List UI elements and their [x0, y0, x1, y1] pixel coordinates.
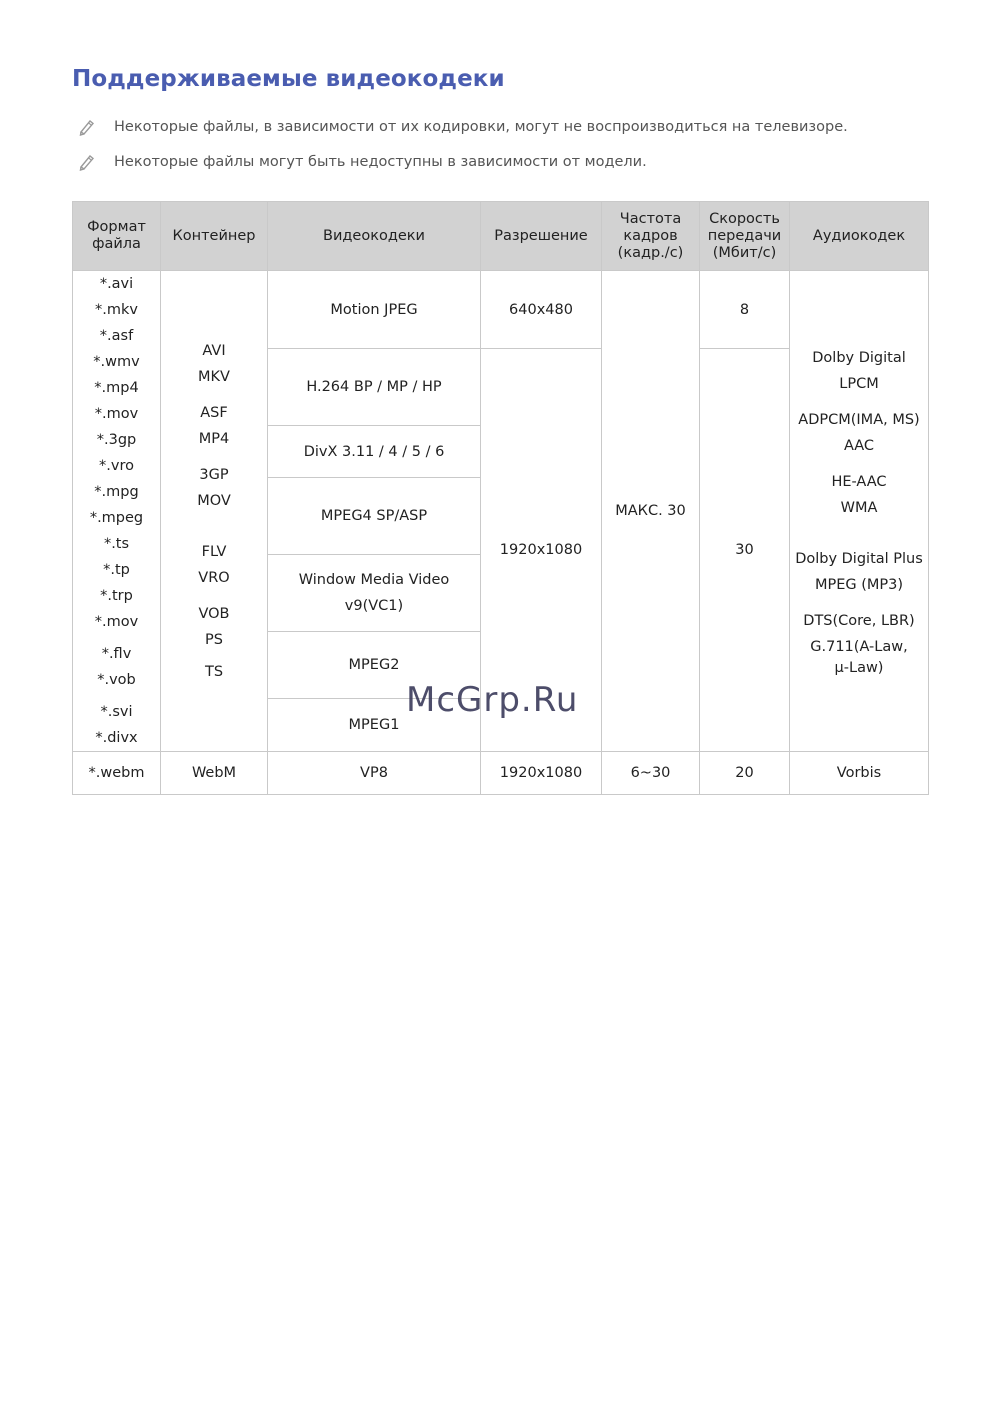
note-2: [78, 150, 647, 174]
webm-bitrate: 20: [700, 752, 790, 795]
formats-cell: *.avi *.mkv *.asf *.wmv *.mp4 *.mov *.3gp *.vro *.mpg *.mpeg *.ts *.tp *.trp *.mov *.flv *.vob *.svi *.divx: [73, 271, 161, 752]
webm-videocodec: VP8: [268, 752, 481, 795]
header-resolution: Разрешение: [481, 202, 602, 271]
webm-audiocodec: Vorbis: [790, 752, 929, 795]
resolution-main: 1920x1080: [481, 349, 602, 752]
bitrate-mjpeg: 8: [700, 271, 790, 349]
header-container: Контейнер: [161, 202, 268, 271]
table-row-webm: [73, 752, 929, 795]
note-text: Некоторые файлы, в зависимости от их кодировки, могут не воспроизводиться на телевизоре.: [114, 119, 848, 135]
webm-resolution: 1920x1080: [481, 752, 602, 795]
header-framerate: Частота кадров (кадр./с): [602, 202, 700, 271]
header-format: Формат файла: [73, 202, 161, 271]
videocodec-mpeg2: MPEG2: [268, 632, 481, 699]
resolution-mjpeg: 640x480: [481, 271, 602, 349]
page-title: Поддерживаемые видеокодеки: [72, 66, 505, 92]
videocodec-wmv9: Window Media Video v9(VC1): [268, 555, 481, 632]
webm-framerate: 6~30: [602, 752, 700, 795]
containers-cell: AVI MKV ASF MP4 3GP MOV FLV VRO VOB PS TS: [161, 271, 268, 752]
note-text: Некоторые файлы могут быть недоступны в зависимости от модели.: [114, 154, 647, 170]
header-audiocodec: Аудиокодек: [790, 202, 929, 271]
note-1: [78, 115, 848, 139]
videocodec-mpeg1: MPEG1: [268, 699, 481, 752]
table-header-row: [73, 202, 929, 271]
header-bitrate: Скорость передачи (Мбит/с): [700, 202, 790, 271]
videocodec-mpeg4: MPEG4 SP/ASP: [268, 478, 481, 555]
pencil-icon: [78, 153, 114, 171]
framerate-main: МАКС. 30: [602, 271, 700, 752]
table-row: [73, 271, 929, 349]
audiocodecs-cell: Dolby Digital LPCM ADPCM(IMA, MS) AAC HE-AAC WMA Dolby Digital Plus MPEG (MP3) DTS(Core, LBR) G.711(A-Law, μ-Law): [790, 271, 929, 752]
videocodec-divx: DivX 3.11 / 4 / 5 / 6: [268, 426, 481, 478]
videocodec-h264: H.264 BP / MP / HP: [268, 349, 481, 426]
videocodec-motion-jpeg: Motion JPEG: [268, 271, 481, 349]
bitrate-main: 30: [700, 349, 790, 752]
header-videocodec: Видеокодеки: [268, 202, 481, 271]
webm-container: WebM: [161, 752, 268, 795]
webm-format: *.webm: [73, 752, 161, 795]
watermark: McGrp.Ru: [406, 680, 579, 720]
pencil-icon: [78, 118, 114, 136]
